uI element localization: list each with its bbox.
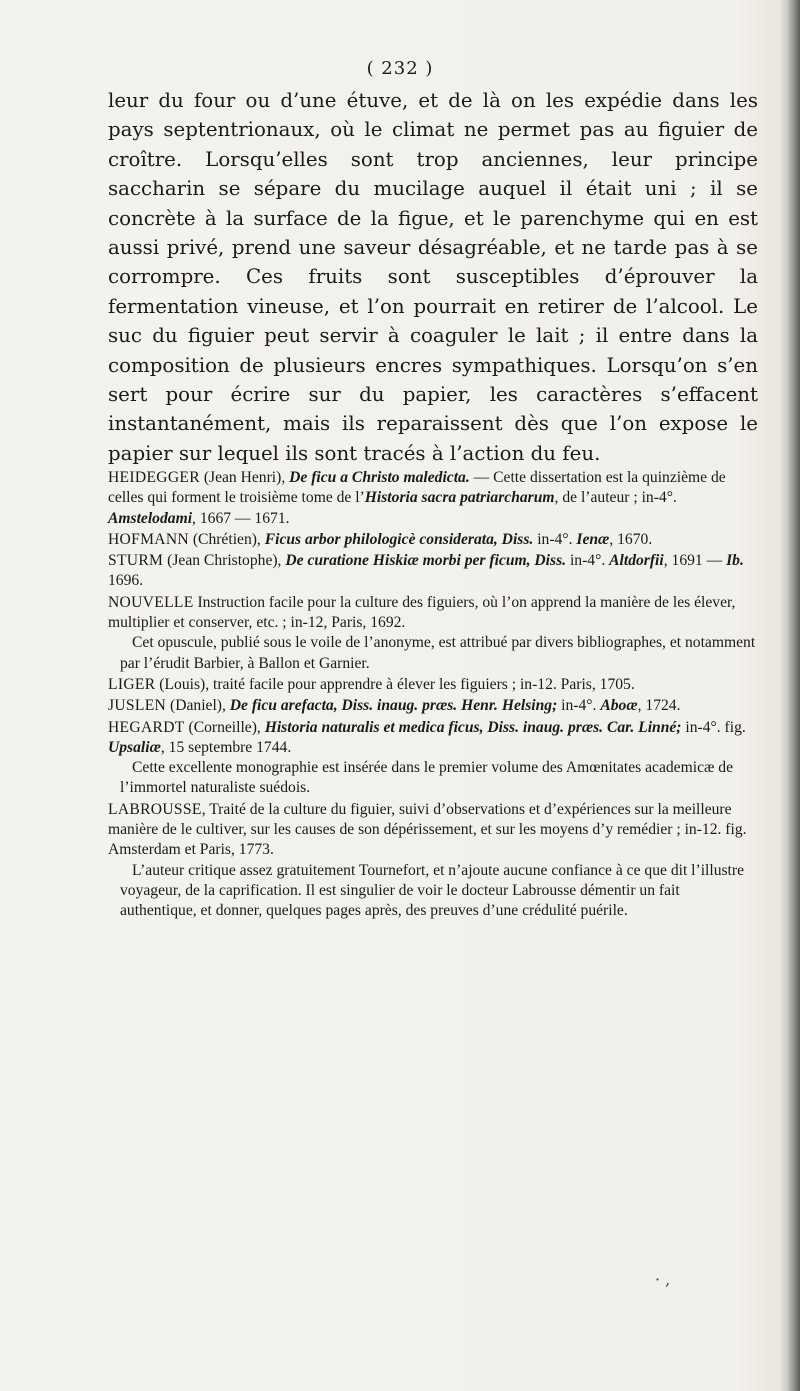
entry-details: , de l’auteur ; in-4°. — [554, 489, 677, 507]
entry-details: (Jean Christophe), — [163, 552, 286, 570]
entry-details: in-4°. — [566, 552, 610, 570]
entry-title: Historia sacra patriarcharum — [364, 489, 555, 507]
entry-details: in-4°. — [557, 697, 601, 715]
paper-specks: · , — [655, 1270, 671, 1289]
bibliography-entry — [108, 593, 758, 674]
entry-title: De curatione Hiskiæ morbi per ficum, Diss. — [285, 552, 567, 570]
entry-details: (Daniel), — [166, 697, 230, 715]
entry-place: Upsaliæ — [108, 738, 161, 756]
section-gap — [108, 452, 758, 453]
entry-note: Cet opuscule, publié sous le voile de l’anonyme, est attribué par divers bibliographes, et notamment par l’érudit Barbier, à Ballon et Garnier. — [120, 634, 756, 672]
entry-details: , Traité de la culture du figuier, suivi d’observations et d’expériences sur la meilleure manière de le cultiver, sur les causes de son dépérissement, et sur les moyens d’y remédier ; in-12. fig. Amsterdam et Paris, 1773. — [108, 800, 747, 859]
bibliography-entry — [108, 800, 758, 922]
bibliography-entry — [108, 468, 758, 529]
bibliography-entry — [108, 675, 758, 695]
entry-note: Cette excellente monographie est insérée dans le premier volume des Amœnitates academicæ de l’immortel naturaliste suédois. — [120, 759, 734, 797]
entry-title: De ficu arefacta, Diss. inaug. præs. Henr. Helsing; — [229, 697, 558, 715]
entry-details: , 1724. — [637, 697, 681, 715]
entry-author: HEGARDT — [108, 718, 185, 736]
entry-details: , 1670. — [609, 530, 653, 548]
entry-details: , 15 septembre 1744. — [160, 738, 292, 756]
bibliography-entry — [108, 530, 758, 550]
entry-details: in-4°. — [533, 530, 577, 548]
entry-place: Altdorfii — [609, 552, 664, 570]
entry-author: JUSLEN — [108, 697, 167, 715]
page-edge-shadow — [778, 0, 800, 1391]
entry-details: (Louis), traité facile pour apprendre à élever les figuiers ; in-12. Paris, 1705. — [155, 675, 635, 693]
entry-details: , 1691 — — [663, 552, 727, 570]
entry-author: STURM — [108, 552, 164, 570]
entry-details: (Jean Henri), — [199, 469, 290, 486]
entry-details: (Chrétien), — [188, 530, 265, 548]
entry-details: Instruction facile pour la culture des figuiers, où l’on apprend la manière de les élever, multiplier et conserver, etc. ; in-12, Paris, 1692. — [108, 593, 736, 632]
entry-place: Amstelodami — [108, 509, 193, 527]
entry-details: — Cette dissertation est la quinzième de celles qui forment le troisième tome de l’ — [108, 469, 726, 507]
page-number: ( 232 ) — [366, 58, 434, 79]
main-paragraph: leur du four ou d’une étuve, et de là on les expédie dans les pays septentrionaux, où le climat ne permet pas au figuier de croître. Lorsqu’elles sont trop anciennes, leur principe saccharin se sépare du mucilage auquel il était uni ; il se concrète à la surface de la figue, et le parenchyme qui en est aussi privé, prend une saveur désagréable, et ne tarde pas à se corrompre. Ces fruits sont susceptibles d’éprouver la fermentation vineuse, et l’on pourrait en retirer de l’alcool. Le suc du figuier peut servir à coaguler le lait ; il entre dans la composition de plusieurs encres sympathiques. Lorsqu’on s’en sert pour écrire sur du papier, les caractères s’effacent instantanément, mais ils reparaissent dès que l’on expose le papier sur lequel ils sont tracés à l’action du feu. — [108, 89, 758, 465]
entry-details: in-4°. fig. — [681, 718, 746, 736]
bibliography-entry — [108, 696, 758, 716]
entry-title: Ficus arbor philologicè considerata, Diss. — [264, 530, 534, 548]
entry-details: (Corneille), — [184, 718, 265, 736]
entry-note: L’auteur critique assez gratuitement Tournefort, et n’ajoute aucune confiance à ce que dit l’illustre voyageur, de la caprification. Il est singulier de voir le docteur Labrousse démentir un fait authentique, et donner, quelques pages après, des preuves d’une crédulité puérile. — [120, 861, 745, 920]
entry-title: Historia naturalis et medica ficus, Diss. inaug. præs. Car. Linné; — [264, 718, 682, 736]
entry-author: LABROUSSE — [108, 800, 202, 818]
entry-details: 1696. — [108, 572, 144, 590]
bibliography-entry — [108, 551, 758, 592]
bibliography-entry — [108, 718, 758, 799]
entry-title: De ficu a Christo maledicta. — [289, 469, 470, 486]
entry-place: Aboæ — [600, 697, 638, 715]
entry-author: HEIDEGGER — [108, 469, 200, 486]
entry-place: Ienæ — [576, 530, 610, 548]
bibliography-list — [108, 468, 758, 923]
entry-author: NOUVELLE — [108, 593, 194, 611]
entry-details: , 1667 — 1671. — [192, 509, 290, 527]
entry-place: Ib. — [726, 552, 744, 570]
entry-author: HOFMANN — [108, 530, 189, 548]
entry-author: LIGER — [108, 675, 156, 693]
